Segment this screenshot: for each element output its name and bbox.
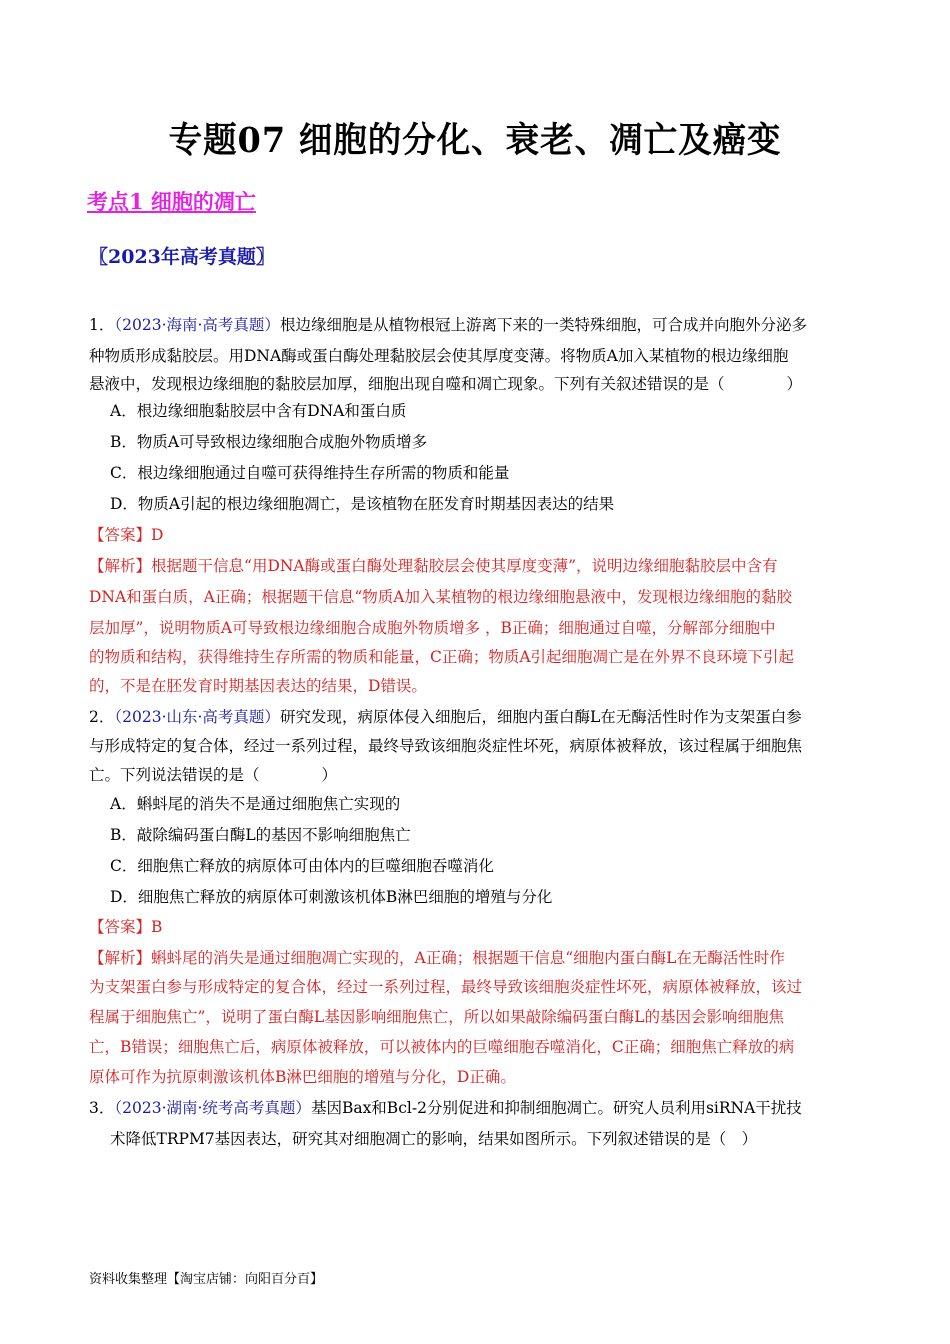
q1-option-a: A．根边缘细胞黏胶层中含有DNA和蛋白质 bbox=[110, 402, 407, 420]
q1-stem-line-2: 种物质形成黏胶层。用DNA酶或蛋白酶处理黏胶层会使其厚度变薄。将物质A加入某植物的根边缘细胞 bbox=[89, 347, 789, 365]
q2-stem-line-3: 亡。下列说法错误的是（ ） bbox=[89, 766, 338, 784]
q2-number: 2． bbox=[89, 708, 115, 726]
q1-answer bbox=[89, 524, 163, 546]
q1-source: （2023·海南·高考真题） bbox=[114, 316, 280, 334]
q3-stem-line-2: 术降低TRPM7基因表达，研究其对细胞凋亡的影响，结果如图所示。下列叙述错误的是（ ） bbox=[110, 1130, 758, 1148]
q2-stem-line-1 bbox=[89, 706, 802, 728]
q2-stem-text-1: 研究发现，病原体侵入细胞后，细胞内蛋白酶L在无酶活性时作为支架蛋白参 bbox=[279, 708, 802, 726]
q3-stem-line-1 bbox=[89, 1097, 802, 1119]
q1-stem-line-3: 悬液中，发现根边缘细胞的黏胶层加厚，细胞出现自噬和凋亡现象。下列有关叙述错误的是（ ） bbox=[89, 375, 803, 393]
q2-answer bbox=[89, 916, 162, 938]
q2-option-c: C．细胞焦亡释放的病原体可由体内的巨噬细胞吞噬消化 bbox=[110, 857, 494, 875]
q2-option-a: A．蝌蚪尾的消失不是通过细胞焦亡实现的 bbox=[110, 795, 401, 813]
page-footer: 资料收集整理【淘宝店铺：向阳百分百】 bbox=[89, 1272, 324, 1287]
q2-analysis-line-2: 为支架蛋白参与形成特定的复合体，经过一系列过程，最终导致该细胞炎症性坏死，病原体被释放，该过 bbox=[89, 978, 803, 996]
section-heading: 〖2023年高考真题〗 bbox=[89, 246, 275, 268]
q2-analysis-line-1 bbox=[89, 947, 785, 969]
q1-option-d: D．物质A引起的根边缘细胞凋亡，是该植物在胚发育时期基因表达的结果 bbox=[110, 495, 615, 513]
q2-analysis-line-3: 程属于细胞焦亡”，说明了蛋白酶L基因影响细胞焦亡，所以如果敲除编码蛋白酶L的基因会影响细胞焦 bbox=[89, 1008, 785, 1026]
q2-analysis-line-5: 原体可作为抗原刺激该机体B淋巴细胞的增殖与分化，D正确。 bbox=[89, 1068, 516, 1086]
q1-answer-value: D bbox=[151, 526, 164, 544]
q2-stem-line-2: 与形成特定的复合体，经过一系列过程，最终导致该细胞炎症性坏死，病原体被释放，该过程属于细胞焦 bbox=[89, 737, 803, 755]
page-title: 专题07 细胞的分化、衰老、凋亡及癌变 bbox=[168, 120, 782, 161]
q1-option-c: C．根边缘细胞通过自噬可获得维持生存所需的物质和能量 bbox=[110, 464, 510, 482]
q2-analysis-line-4: 亡，B错误；细胞焦亡后，病原体被释放，可以被体内的巨噬细胞吞噬消化，C正确；细胞焦亡释放的病 bbox=[89, 1038, 795, 1056]
q3-number: 3． bbox=[89, 1099, 115, 1117]
topic-heading: 考点1 细胞的凋亡 bbox=[87, 189, 256, 214]
q1-analysis-text-1: 根据题干信息“用DNA酶或蛋白酶处理黏胶层会使其厚度变薄”，说明边缘细胞黏胶层中含有 bbox=[151, 557, 778, 575]
q2-analysis-text-1: 蝌蚪尾的消失是通过细胞凋亡实现的，A正确；根据题干信息“细胞内蛋白酶L在无酶活性时作 bbox=[151, 949, 785, 967]
q1-answer-label: 【答案】 bbox=[89, 526, 152, 544]
q1-analysis-line-1 bbox=[89, 555, 778, 577]
q2-option-d: D．细胞焦亡释放的病原体可刺激该机体B淋巴细胞的增殖与分化 bbox=[110, 888, 553, 906]
q3-stem-text-1: 基因Bax和Bcl-2分别促进和抑制细胞凋亡。研究人员利用siRNA干扰技 bbox=[310, 1099, 802, 1117]
q3-source: （2023·湖南·统考高考真题） bbox=[114, 1099, 311, 1117]
q2-answer-value: B bbox=[151, 918, 163, 936]
q1-option-b: B．物质A可导致根边缘细胞合成胞外物质增多 bbox=[110, 433, 428, 451]
q1-analysis-label: 【解析】 bbox=[89, 557, 152, 575]
q1-analysis-line-5: 的，不是在胚发育时期基因表达的结果，D错误。 bbox=[89, 677, 427, 695]
q1-analysis-line-2: DNA和蛋白质，A正确；根据题干信息“物质A加入某植物的根边缘细胞悬液中，发现根边缘细胞的黏胶 bbox=[89, 588, 792, 606]
q1-stem-text-1: 根边缘细胞是从植物根冠上游离下来的一类特殊细胞，可合成并向胞外分泌多 bbox=[279, 316, 807, 334]
q2-source: （2023·山东·高考真题） bbox=[114, 708, 280, 726]
q1-number: 1． bbox=[89, 316, 115, 334]
q2-option-b: B．敲除编码蛋白酶L的基因不影响细胞焦亡 bbox=[110, 826, 411, 844]
q1-analysis-line-4: 的物质和结构，获得维持生存所需的物质和能量，C正确；物质A引起细胞凋亡是在外界不良环境下引起 bbox=[89, 648, 795, 666]
q2-answer-label: 【答案】 bbox=[89, 918, 152, 936]
q2-analysis-label: 【解析】 bbox=[89, 949, 152, 967]
q1-analysis-line-3: 层加厚”，说明物质A可导致根边缘细胞合成胞外物质增多 ，B正确；细胞通过自噬，分解部分细胞中 bbox=[89, 619, 776, 637]
q1-stem-line-1 bbox=[89, 314, 807, 336]
